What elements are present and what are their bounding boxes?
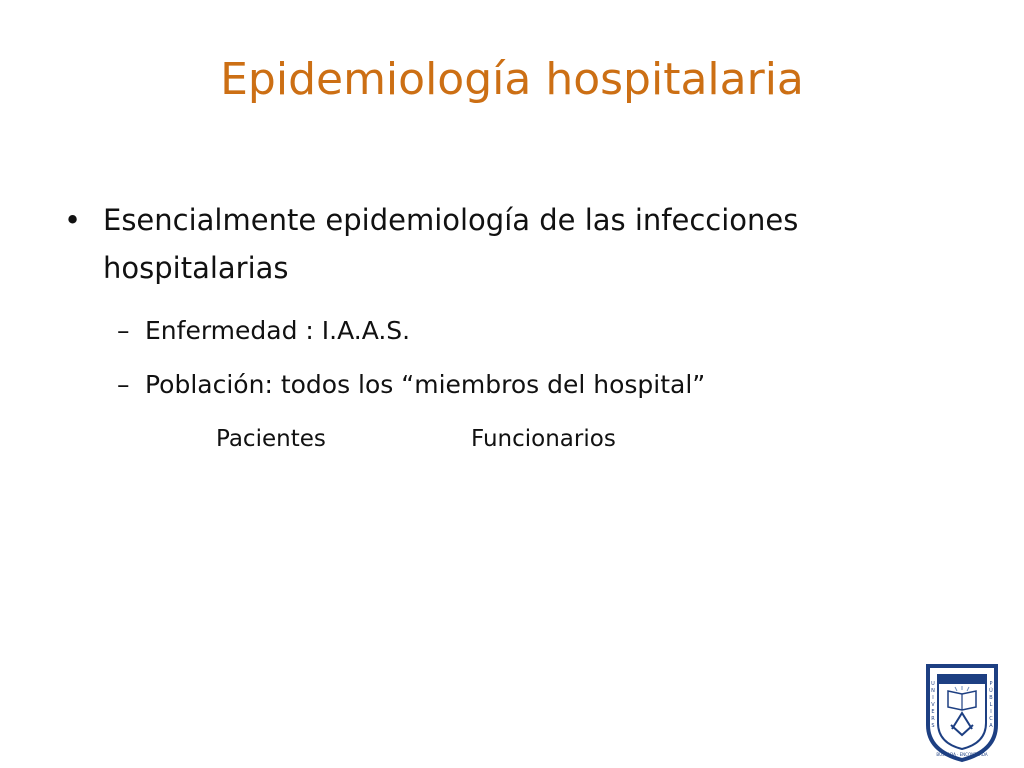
- svg-text:L: L: [989, 702, 993, 708]
- group-label-staff: Funcionarios: [471, 426, 616, 452]
- svg-text:BUSCADA · ENCONTRADA: BUSCADA · ENCONTRADA: [936, 752, 988, 757]
- svg-text:S: S: [931, 723, 935, 729]
- svg-text:U: U: [931, 681, 935, 687]
- svg-text:I: I: [990, 709, 992, 715]
- svg-text:V: V: [931, 702, 935, 708]
- svg-text:I: I: [932, 695, 934, 701]
- main-bullet: Esencialmente epidemiología de las infecciones hospitalarias: [103, 203, 799, 285]
- svg-text:A: A: [989, 723, 993, 729]
- svg-text:Ú: Ú: [989, 688, 993, 694]
- svg-text:C: C: [989, 716, 993, 722]
- svg-text:B: B: [989, 695, 993, 701]
- university-logo: [924, 663, 1000, 763]
- bullet-marker: •: [64, 203, 82, 237]
- sub-bullet-marker: –: [117, 370, 130, 399]
- sub-bullet-text: Enfermedad : I.A.A.S.: [145, 316, 411, 345]
- sub-bullet-text: Población: todos los “miembros del hospital”: [145, 370, 706, 399]
- sub-bullet-disease: [117, 314, 410, 348]
- slide-title: Epidemiología hospitalaria: [220, 54, 804, 105]
- svg-text:N: N: [931, 688, 935, 694]
- shield-crest-icon: [924, 663, 1000, 763]
- sub-bullet-population: [117, 368, 705, 402]
- svg-text:P: P: [989, 681, 993, 687]
- group-label-patients: Pacientes: [216, 426, 326, 452]
- svg-text:R: R: [931, 716, 935, 722]
- sub-bullet-marker: –: [117, 316, 130, 345]
- svg-text:E: E: [931, 709, 935, 715]
